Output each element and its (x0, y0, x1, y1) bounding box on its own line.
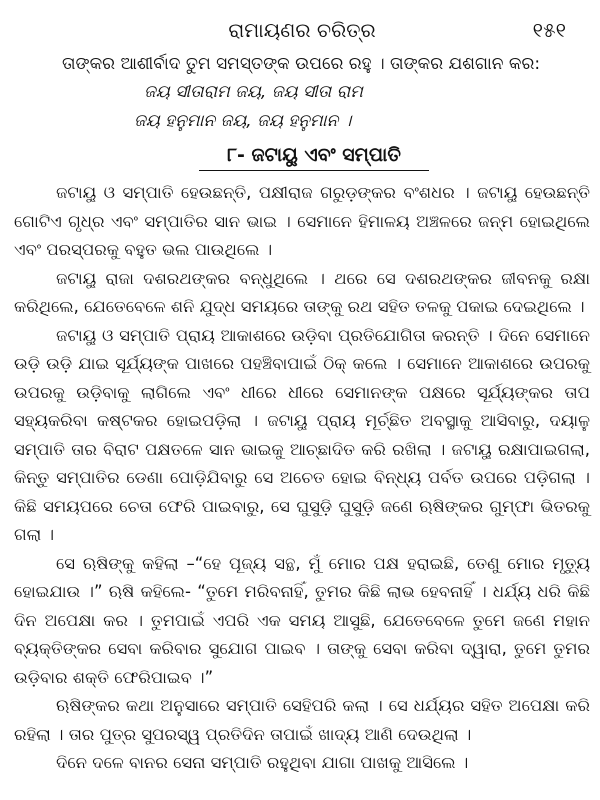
chant-line-1: ଜୟ ସୀତାରାମ ଜୟ, ଜୟ ସୀତା ରାମ (144, 82, 363, 102)
paragraph-6: ଦିନେ ଦଳେ ବାନର ସେନା ସମ୍ପାତି ରହୁଥିବା ଯାଗା ପାଖକୁ ଆସିଲେ । (56, 753, 469, 772)
paragraph-5: ଋଷିଙ୍କର କଥା ଅନୁସାରେ ସମ୍ପାତି ସେହିପରି କଲା । ସେ ଧର୍ଯ୍ୟର ସହିତ ଅପେକ୍ଷା କରି ରହିଲା । ତାର ପୁତ୍ର ସୁପରସ୍ୱ ପ୍ରତିଦିନ ତାପାଇଁ ଖାଦ୍ୟ ଆଣି ଦେଉଥିଲା । (14, 696, 590, 744)
body-text (14, 179, 590, 778)
chant-line-2: ଜୟ ହନୁମାନ ଜୟ, ଜୟ ହନୁମାନ । (134, 111, 352, 131)
paragraph-3: ଜଟାୟୁ ଓ ସମ୍ପାତି ପ୍ରାୟ ଆକାଶରେ ଉଡ଼ିବା ପ୍ରତିଯୋଗିତା କରନ୍ତି । ଦିନେ ସେମାନେ ଉଡ଼ି ଉଡ଼ି ଯାଇ ସୂର୍ଯ୍ୟଙ୍କ ପାଖରେ ପହଞ୍ଚିବାପାଇଁ ଠିକ୍ କଲେ । ସେମାନେ ଆକାଶରେ ଉପରକୁ ଉପରକୁ ଉଡ଼ିବାକୁ ଲାଗିଲେ ଏବଂ ଧୀରେ ଧୀରେ ସେମାନଙ୍କ ପକ୍ଷରେ ସୂର୍ଯ୍ୟଙ୍କର ତାପ ସହ୍ୟକରିବା କଷ୍ଟକର ହୋଇପଡ଼ିଲା । ଜଟାୟୁ ପ୍ରାୟ ମୂର୍ଚ୍ଛିତ ଅବସ୍ଥାକୁ ଆସିବାରୁ, ଦୟାଳୁ ସମ୍ପାତି ତାର ବିରାଟ ପକ୍ଷତଳେ ସାନ ଭାଇକୁ ଆଚ୍ଛାଦିତ କରି ରଖିଲା । ଜଟାୟୁ ରକ୍ଷାପାଇଗଲା, କିନ୍ତୁ ସମ୍ପାତିର ଡେଣା ପୋଡ଼ିଯିବାରୁ ସେ ଅଚେତ ହୋଇ ବିନ୍ଧ୍ୟ ପର୍ବତ ଉପରେ ପଡ଼ିଗଲା । କିଛି ସମୟପରେ ଚେତା ଫେରି ପାଇବାରୁ, ସେ ଘୁସୁଡ଼ି ଘୁସୁଡ଼ି ଜଣେ ଋଷିଙ୍କର ଗୁମ୍ଫା ଭିତରକୁ ଗଲା । (14, 325, 590, 544)
running-header (14, 0, 590, 50)
paragraph-4: ସେ ଋଷିଙ୍କୁ କହିଲା –“ହେ ପୂଜ୍ୟ ସନ୍ଥ, ମୁଁ ମୋର ପକ୍ଷ ହରାଇଛି, ତେଣୁ ମୋର ମୃତ୍ୟୁ ହୋଇଯାଉ ।” ଋଷି କହିଲେ- “ତୁମେ ମରିବନାହିଁ, ତୁମର କିଛି ଲାଭ ହେବନାହିଁ । ଧର୍ଯ୍ୟ ଧରି କିଛି ଦିନ ଅପେକ୍ଷା କର । ତୁମପାଇଁ ଏପରି ଏକ ସମୟ ଆସୁଛି, ଯେତେବେଳେ ତୁମେ ଜଣେ ମହାନ ବ୍ୟକ୍ତିଙ୍କର ସେବା କରିବାର ସୁଯୋଗ ପାଇବ । ତାଙ୍କୁ ସେବା କରିବା ଦ୍ୱାରା, ତୁମେ ତୁମର ଉଡ଼ିବାର ଶକ୍ତି ଫେରିପାଇବ ।” (14, 553, 590, 687)
paragraph-1: ଜଟାୟୁ ଓ ସମ୍ପାତି ହେଉଛନ୍ତି, ପକ୍ଷୀରାଜ ଗରୁଡ଼ଙ୍କର ବଂଶଧର । ଜଟାୟୁ ହେଉଛନ୍ତି ଗୋଟିଏ ଗୃଧ୍ର ଏବଂ ସମ୍ପାତିର ସାନ ଭାଇ । ସେମାନେ ହିମାଳୟ ଅଞ୍ଚଳରେ ଜନ୍ମ ହୋଇଥିଲେ ଏବଂ ପରସ୍ପରକୁ ବହୁତ ଭଲ ପାଉଥିଲେ । (14, 183, 590, 259)
chapter-heading: ୮- ଜଟାୟୁ ଏବଂ ସମ୍ପାତି (199, 140, 429, 171)
blessing-line: ତାଙ୍କର ଆଶୀର୍ବାଦ ତୁମ ସମସ୍ତଙ୍କ ଉପରେ ରହୁ । ତାଙ୍କର ଯଶଗାନ କର: (62, 54, 541, 74)
running-title: ରାମାୟଣର ଚରିତ୍ର (228, 18, 376, 42)
page-number: ୧୫୧ (532, 18, 566, 42)
paragraph-2: ଜଟାୟୁ ରାଜା ଦଶରଥଙ୍କର ବନ୍ଧୁଥିଲେ । ଥରେ ସେ ଦଶରଥଙ୍କର ଜୀବନକୁ ରକ୍ଷା କରିଥିଲେ, ଯେତେବେଳେ ଶନି ଯୁଦ୍ଧ ସମୟରେ ତାଙ୍କୁ ରଥ ସହିତ ତଳକୁ ପକାଇ ଦେଇଥିଲେ । (14, 268, 590, 316)
